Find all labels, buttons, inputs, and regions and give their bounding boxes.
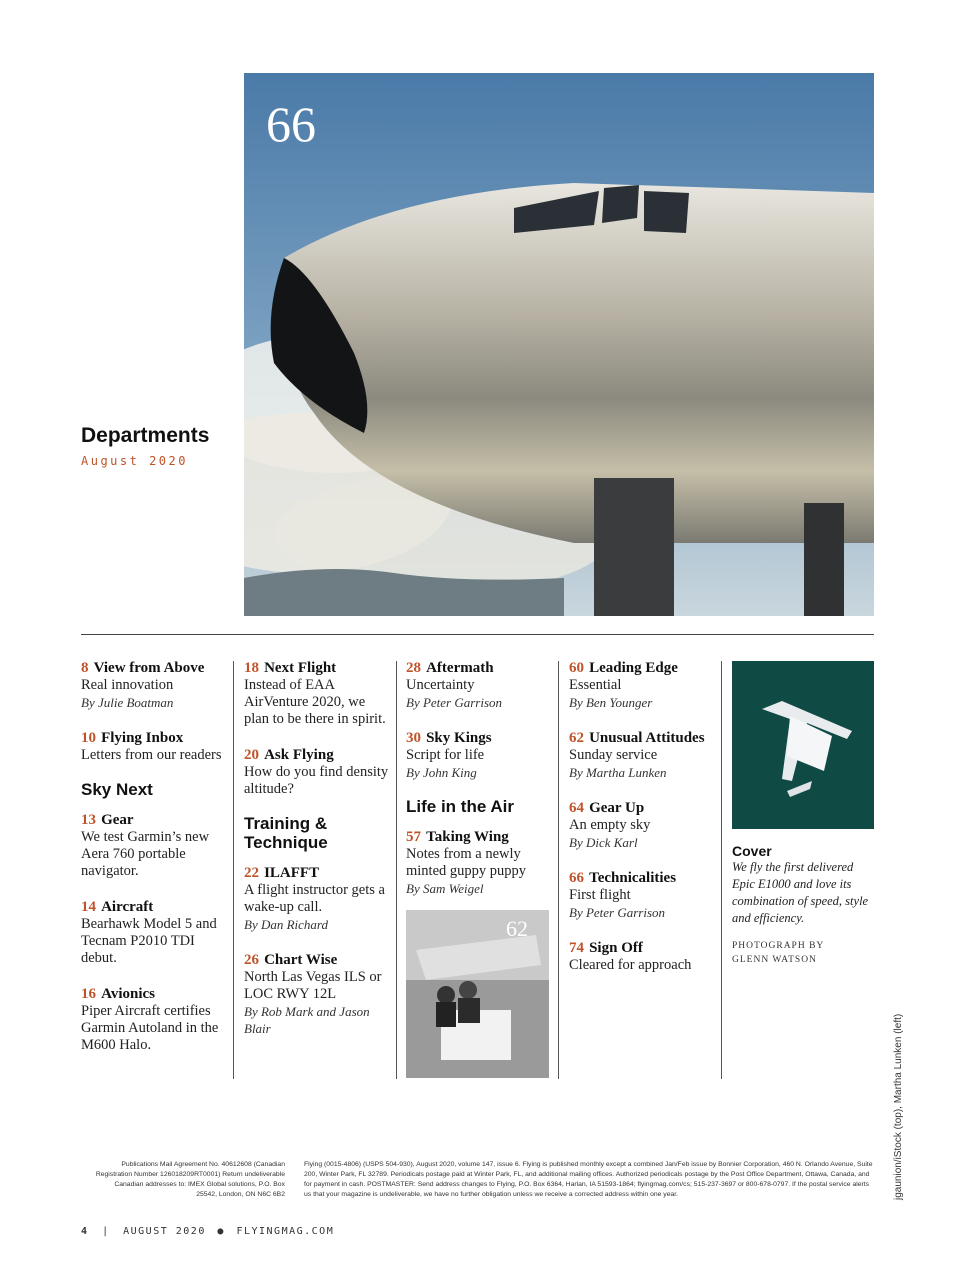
toc-description: Uncertainty xyxy=(406,677,475,693)
toc-description: Real innovation xyxy=(81,677,174,693)
page-title: Departments xyxy=(81,424,210,447)
toc-description: An empty sky xyxy=(569,817,651,833)
toc-page-number: 16 xyxy=(81,986,96,1002)
toc-entry[interactable] xyxy=(81,983,227,1054)
toc-description: A flight instructor gets a wake-up call. xyxy=(244,882,385,915)
hero-page-number: 66 xyxy=(266,96,316,152)
toc-column-4 xyxy=(569,657,715,990)
toc-page-number: 64 xyxy=(569,800,584,816)
toc-title: Leading Edge xyxy=(589,660,678,676)
cover-photo[interactable] xyxy=(732,661,874,829)
hero-image xyxy=(244,73,874,616)
divider xyxy=(81,634,874,635)
toc-entry[interactable] xyxy=(244,949,390,1037)
toc-byline: By Martha Lunken xyxy=(569,765,667,780)
toc-entry[interactable] xyxy=(81,809,227,880)
toc-entry[interactable] xyxy=(244,657,390,728)
footer-bullet: ● xyxy=(217,1226,225,1237)
photo-credit-vertical: jgaunion/iStock (top), Martha Lunken (left) xyxy=(893,1013,904,1200)
toc-description: Piper Aircraft certifies Garmin Autoland in the M600 Halo. xyxy=(81,1003,219,1053)
toc-page-number: 62 xyxy=(569,730,584,746)
issue-date: August 2020 xyxy=(81,454,188,468)
toc-description: Essential xyxy=(569,677,622,693)
toc-entry[interactable] xyxy=(244,744,390,798)
toc-entry[interactable] xyxy=(569,797,715,851)
section-heading-sky-next: Sky Next xyxy=(81,780,153,799)
toc-description: Instead of EAA AirVenture 2020, we plan to be there in spirit. xyxy=(244,677,386,727)
toc-entry[interactable] xyxy=(569,937,715,974)
toc-entry[interactable] xyxy=(406,826,552,897)
toc-entry[interactable] xyxy=(569,727,715,781)
toc-byline: By Julie Boatman xyxy=(81,695,174,710)
toc-page-number: 66 xyxy=(569,870,584,886)
toc-title: Taking Wing xyxy=(426,829,509,845)
toc-page-number: 26 xyxy=(244,952,259,968)
column-divider xyxy=(558,661,559,1079)
toc-description: Script for life xyxy=(406,747,485,763)
toc-entry[interactable] xyxy=(406,727,552,781)
toc-page-number: 20 xyxy=(244,747,259,763)
toc-page-number: 14 xyxy=(81,899,96,915)
photo-credit-label: PHOTOGRAPH BY xyxy=(732,941,825,951)
toc-title: Sign Off xyxy=(589,940,643,956)
toc-byline: By Ben Younger xyxy=(569,695,653,710)
toc-page-number: 8 xyxy=(81,660,89,676)
toc-page-number: 30 xyxy=(406,730,421,746)
toc-column-1 xyxy=(81,657,227,1070)
toc-column-2 xyxy=(244,657,390,1053)
airplane-nose-illustration xyxy=(244,73,874,616)
cover-title: Cover xyxy=(732,843,772,859)
toc-description: First flight xyxy=(569,887,631,903)
toc-title: Sky Kings xyxy=(426,730,492,746)
toc-title: Chart Wise xyxy=(264,952,338,968)
toc-title: Technicalities xyxy=(589,870,677,886)
toc-description: North Las Vegas ILS or LOC RWY 12L xyxy=(244,969,382,1002)
footer-issue: AUGUST 2020 xyxy=(123,1226,206,1237)
publication-statement: Flying (0015-4806) (USPS 504-930), August 2020, volume 147, issue 6. Flying is published monthly except a combined Jan/Feb issue by Bonnier Corporation, 460 N. Orlando Avenue, Suite 200, Winter Park, FL 32789. Periodicals postage paid at Winter Park, FL, and additional mailing offices. Authorized periodicals postage by the Post Office Department, Ottawa, Canada, and for payment in cash. POSTMASTER: Send address changes to Flying, P.O. Box 6364, Harlan, IA 51593-1864; flyingmag.com/cs; 515-237-3697 or 800-678-0797. If the postal service alerts us that your magazine is undeliverable, we have no further obligation unless we receive a corrected address within one year. xyxy=(304,1161,873,1198)
footer-website[interactable]: FLYINGMAG.COM xyxy=(236,1226,335,1237)
thumbnail-page-number: 62 xyxy=(506,916,528,941)
toc-title: Ask Flying xyxy=(264,747,334,763)
toc-byline: By Dan Richard xyxy=(244,917,328,932)
toc-title: Aircraft xyxy=(101,899,154,915)
toc-page-number: 10 xyxy=(81,730,96,746)
toc-entry[interactable] xyxy=(406,657,552,711)
page-footer xyxy=(81,1226,334,1237)
toc-page-number: 13 xyxy=(81,812,96,828)
cover-description: We fly the first delivered Epic E1000 and love its combination of speed, style and efficiency. xyxy=(732,860,869,925)
footer-page-number: 4 xyxy=(81,1226,89,1237)
toc-title: Unusual Attitudes xyxy=(589,730,705,746)
toc-byline: By Dick Karl xyxy=(569,835,638,850)
toc-page-number: 28 xyxy=(406,660,421,676)
toc-page-number: 60 xyxy=(569,660,584,676)
toc-entry[interactable] xyxy=(569,657,715,711)
toc-column-3 xyxy=(406,657,552,913)
toc-title: ILAFFT xyxy=(264,865,320,881)
toc-page-number: 18 xyxy=(244,660,259,676)
toc-title: View from Above xyxy=(93,660,205,676)
toc-entry[interactable] xyxy=(81,727,227,764)
thumbnail-photo-people[interactable] xyxy=(406,910,549,1078)
mail-agreement-text: Publications Mail Agreement No. 40612608 (Canadian Registration Number 126018209RT0001) Return undeliverable Canadian addresses to: IMEX Global solutions, P.O. Box 25542, London, ON N6C 6B2 xyxy=(95,1161,285,1198)
toc-page-number: 57 xyxy=(406,829,421,845)
toc-description: Cleared for approach xyxy=(569,957,692,973)
photographer-name: GLENN WATSON xyxy=(732,955,817,965)
toc-title: Aftermath xyxy=(426,660,494,676)
toc-title: Next Flight xyxy=(264,660,337,676)
toc-description: We test Garmin’s new Aera 760 portable navigator. xyxy=(81,829,210,879)
toc-entry[interactable] xyxy=(244,862,390,933)
toc-title: Avionics xyxy=(101,986,155,1002)
toc-page-number: 74 xyxy=(569,940,584,956)
toc-byline: By Rob Mark and Jason Blair xyxy=(244,1004,370,1036)
cover-info xyxy=(732,843,874,967)
toc-description: Notes from a newly minted guppy puppy xyxy=(406,846,527,879)
column-divider xyxy=(233,661,234,1079)
footer-separator: | xyxy=(102,1226,110,1237)
toc-description: Letters from our readers xyxy=(81,747,222,763)
airplane-over-water-illustration xyxy=(732,661,874,829)
toc-title: Flying Inbox xyxy=(101,730,184,746)
toc-title: Gear Up xyxy=(589,800,645,816)
toc-entry[interactable] xyxy=(81,896,227,967)
toc-byline: By Sam Weigel xyxy=(406,881,484,896)
section-heading-life-in-the-air: Life in the Air xyxy=(406,797,514,816)
toc-description: Sunday service xyxy=(569,747,658,763)
column-divider xyxy=(396,661,397,1079)
section-heading-training: Training & Technique xyxy=(244,814,328,852)
toc-byline: By John King xyxy=(406,765,477,780)
toc-description: Bearhawk Model 5 and Tecnam P2010 TDI debut. xyxy=(81,916,217,966)
toc-byline: By Peter Garrison xyxy=(569,905,666,920)
toc-entry[interactable] xyxy=(81,657,227,711)
toc-byline: By Peter Garrison xyxy=(406,695,503,710)
toc-title: Gear xyxy=(101,812,134,828)
toc-page-number: 22 xyxy=(244,865,259,881)
toc-description: How do you find density altitude? xyxy=(244,764,389,797)
toc-entry[interactable] xyxy=(569,867,715,921)
column-divider xyxy=(721,661,722,1079)
